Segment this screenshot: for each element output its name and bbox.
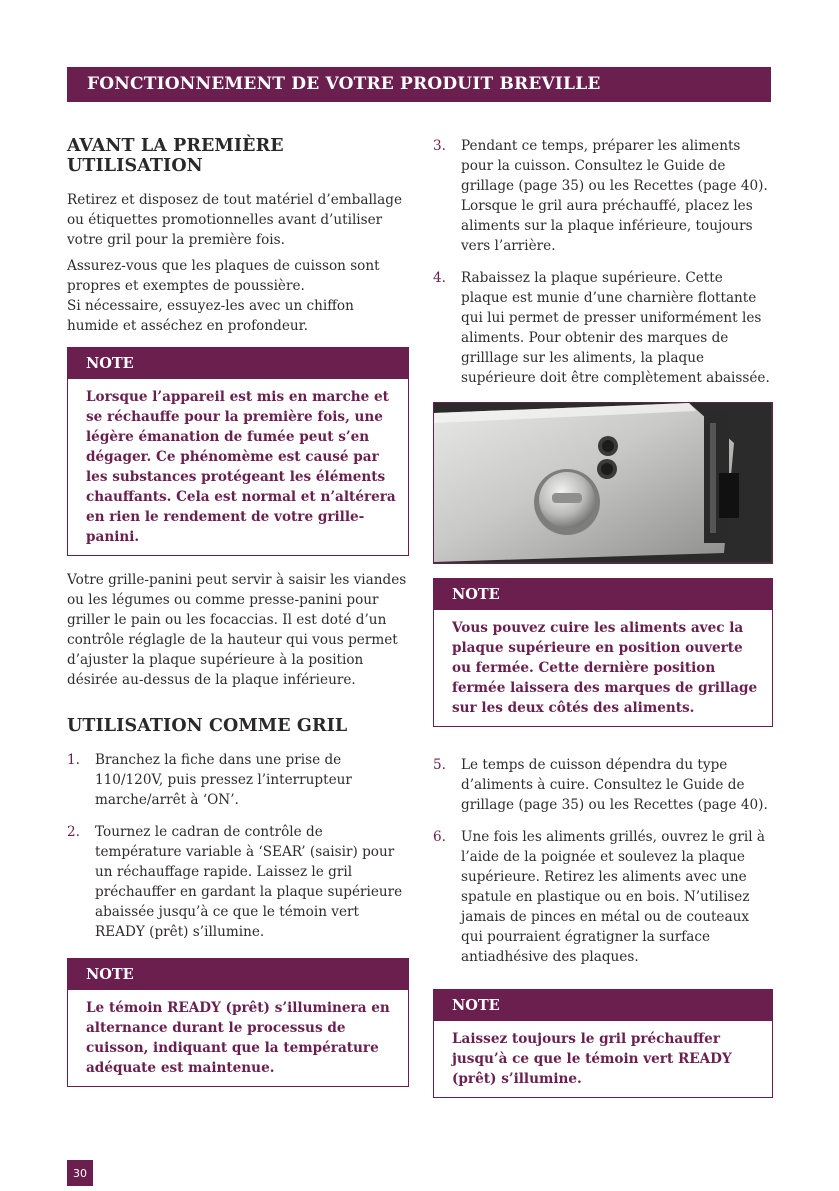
section-banner [67,67,771,102]
note-title: NOTE [68,348,408,379]
paragraph-grille-panini: Votre grille-panini peut servir à saisir les viandes ou les légumes ou comme presse-panini pour griller le pain ou les focaccias. Il est doté d’un contrôle réglaglе de la hauteur qui vous permet d’ajuster la plaque supérieure à la position désirée au-dessus de la plaque inférieure. [67,572,407,688]
note-box-preheat [433,989,773,1098]
heading-avant-premiere-utilisation: AVANT LA PREMIÈRE UTILISATION [67,136,284,176]
grill-photo [433,402,773,564]
page-number-text: 30 [73,1167,87,1180]
list-item [433,755,773,815]
step-number: 1. [67,752,80,768]
step-number: 2. [67,824,80,840]
note-text: Le témoin READY (prêt) s’illuminera en alternance durant le processus de cuisson, indiquant que la température adéquate est maintenue. [86,1000,390,1076]
list-item [433,136,773,256]
note-title: NOTE [434,579,772,610]
step-text: Branchez la fiche dans une prise de 110/120V, puis pressez l’interrupteur marche/arrêt à ‘ON’. [95,752,352,808]
list-item [433,268,773,388]
step-text: Tournez le cadran de contrôle de température variable à ‘SEAR’ (saisir) pour un réchauffage rapide. Laissez le gril préchauffer en gardant la plaque supérieure abaissée jusqu’à ce que le témoin vert READY (prêt) s’illumine. [95,824,403,940]
left-column [67,136,409,1087]
step-text: Une fois les aliments grillés, ouvrez le gril à l’aide de la poignée et soulevez la plaque supérieure. Retirez les aliments avec une spatule en plastique ou en bois. N’utilisez jamais de pinces en métal ou de couteaux qui pourraient égratigner la surface antiadhésive des plaques. [461,829,765,965]
step-text: Pendant ce temps, préparer les aliments pour la cuisson. Consultez le Guide de grillage (page 35) ou les Recettes (page 40). Lorsque le gril aura préchauffé, placez les aliments sur la plaque inférieure, toujours vers l’arrière. [461,138,768,254]
list-item [433,827,773,967]
list-item [67,822,409,942]
note-box-ready-light [67,958,409,1087]
paragraph-si-necessaire: Si nécessaire, essuyez-les avec un chiffon humide et asséchez en profondeur. [67,298,354,334]
note-text: Laissez toujours le gril préchauffer jusqu’à ce que le témoin vert READY (prêt) s’illumine. [452,1031,732,1087]
steps-list-left [67,750,409,942]
note-text: Vous pouvez cuire les aliments avec la plaque supérieure en position ouverte ou fermée. Cette dernière position fermée laissera des marques de grillage sur les deux côtés des aliments. [452,620,758,716]
note-title: NOTE [68,959,408,990]
note-box-plate-position [433,578,773,727]
grill-illustration [434,403,771,562]
paragraph-retirez: Retirez et disposez de tout matériel d’emballage ou étiquettes promotionnelles avant d’utiliser votre gril pour la première fois. [67,192,402,248]
steps-list-right-bottom [433,755,773,967]
page-number [67,1160,93,1186]
list-item [67,750,409,810]
step-text: Rabaissez la plaque supérieure. Cette plaque est munie d’une charnière flottante qui lui permet de presser uniformément les aliments. Pour obtenir des marques de grilllage sur les aliments, la plaque supérieure doit être complètement abaissée. [461,270,770,386]
paragraph-assurez-vous: Assurez-vous que les plaques de cuisson sont propres et exemptes de poussière. [67,258,380,294]
step-number: 5. [433,757,446,773]
step-number: 4. [433,270,446,286]
note-title: NOTE [434,990,772,1021]
heading-utilisation-comme-gril: UTILISATION COMME GRIL [67,716,348,736]
step-number: 3. [433,138,446,154]
step-text: Le temps de cuisson dépendra du type d’aliments à cuire. Consultez le Guide de grillage (page 35) ou les Recettes (page 40). [461,757,768,813]
step-number: 6. [433,829,446,845]
note-text: Lorsque l’appareil est mis en marche et se réchauffe pour la première fois, une légère émanation de fumée peut s’en dégager. Ce phénomème est causé par les substances protégeant les éléments chauffants. Cela est normal et n’altérera en rien le rendement de votre grille-panini. [86,389,396,545]
banner-title: FONCTIONNEMENT DE VOTRE PRODUIT BREVILLE [87,74,601,94]
right-column [433,136,773,1098]
steps-list-right-top [433,136,773,388]
note-box-first-use [67,347,409,556]
